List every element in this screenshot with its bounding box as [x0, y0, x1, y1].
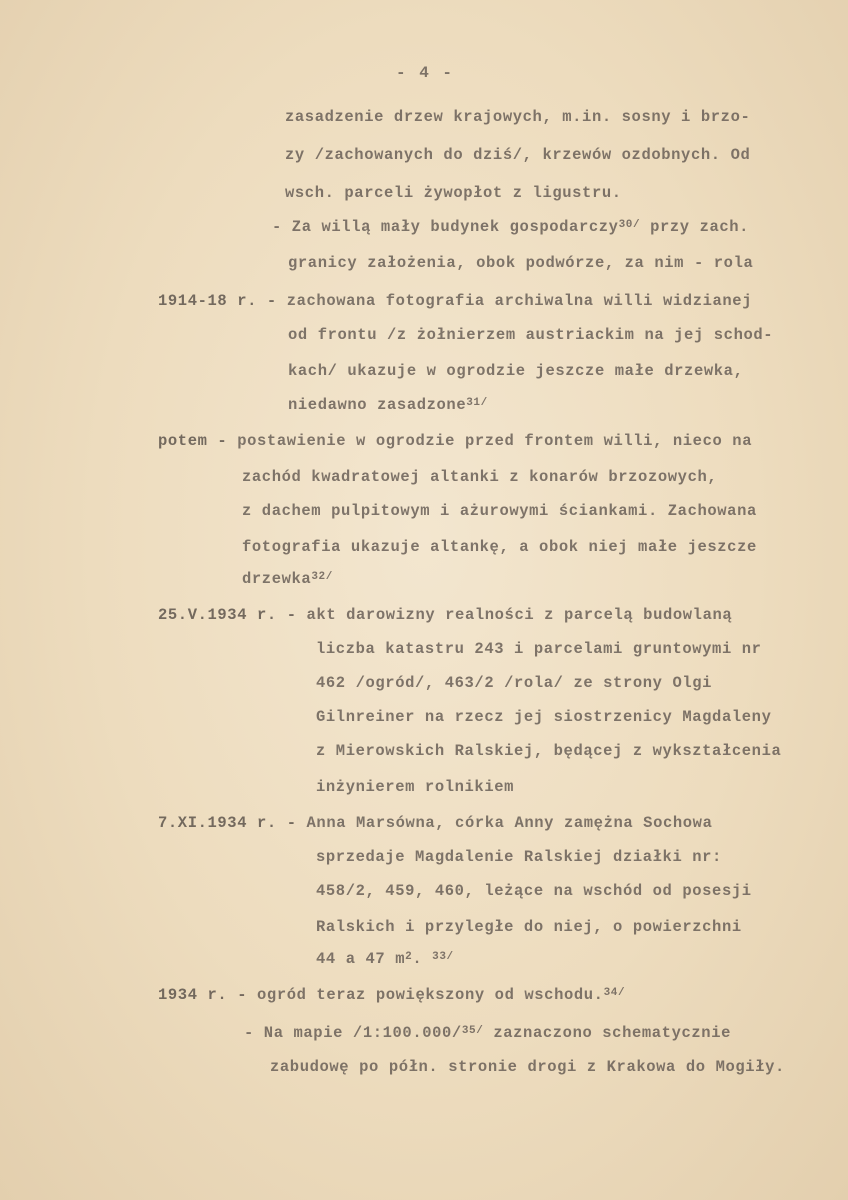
entry-date: 1914-18 r. - — [158, 292, 277, 310]
text-line: granicy założenia, obok podwórze, za nim - rola — [288, 254, 754, 272]
dated-entry-line: 25.V.1934 r. - akt darowizny realności z parcelą budowlaną — [158, 606, 733, 624]
entry-date: potem - — [158, 432, 228, 450]
text-line: od frontu /z żołnierzem austriackim na jej schod- — [288, 326, 774, 344]
footnote-ref: 35/ — [461, 1025, 484, 1037]
text-line: Gilnreiner na rzecz jej siostrzenicy Magdaleny — [316, 708, 772, 726]
footnote-ref: 32/ — [311, 571, 333, 583]
text-line: z dachem pulpitowym i ażurowymi ściankami. Zachowana — [242, 502, 757, 520]
text-line: 44 a 47 $m^2$. $^{33/}$ — [316, 950, 454, 968]
dated-entry-line: 7.XI.1934 r. - Anna Marsówna, córka Anny zamężna Sochowa — [158, 814, 713, 832]
text-line: 458/2, 459, 460, leżące na wschód od posesji — [316, 882, 752, 900]
text-line: sprzedaje Magdalenie Ralskiej działki nr: — [316, 848, 722, 866]
text-line: liczba katastru 243 i parcelami gruntowymi nr — [316, 640, 762, 658]
text-line: fotografia ukazuje altankę, a obok niej małe jeszcze — [242, 538, 757, 556]
text-line: zachód kwadratowej altanki z konarów brzozowych, — [242, 468, 718, 486]
superscript-exponent: 2 — [405, 951, 413, 963]
entry-date: 25.V.1934 r. - — [158, 606, 297, 624]
footnote-ref: 33/ — [432, 951, 454, 963]
entry-date: 1934 r. - — [158, 986, 248, 1004]
text-line: zabudowę po półn. stronie drogi z Krakowa do Mogiły. — [270, 1058, 785, 1076]
footnote-ref: 31/ — [466, 397, 488, 409]
text-line: zy /zachowanych do dziś/, krzewów ozdobnych. Od — [285, 146, 751, 164]
text-line: niedawno zasadzone$^{31/}$ — [288, 396, 488, 414]
footnote-ref: 34/ — [603, 987, 626, 999]
text-line: - Na mapie /1:100.000/$^{35/}$ zaznaczono schematycznie — [244, 1024, 731, 1042]
text-line: inżynierem rolnikiem — [316, 778, 515, 796]
text-line: 462 /ogród/, 463/2 /rola/ ze strony Olgi — [316, 674, 713, 692]
dated-entry-line: 1934 r. - ogród teraz powiększony od wschodu.$^{34/}$ — [158, 986, 626, 1004]
footnote-ref: 30/ — [618, 219, 641, 231]
text-line: kach/ ukazuje w ogrodzie jeszcze małe drzewka, — [288, 362, 744, 380]
text-line: z Mierowskich Ralskiej, będącej z wykształcenia — [316, 742, 782, 760]
entry-date: 7.XI.1934 r. - — [158, 814, 297, 832]
text-line: zasadzenie drzew krajowych, m.in. sosny i brzo- — [285, 108, 751, 126]
text-line: drzewka$^{32/}$ — [242, 570, 333, 588]
text-line: wsch. parceli żywopłot z ligustru. — [285, 184, 622, 202]
text-line: - Za willą mały budynek gospodarczy$^{30/}$ przy zach. — [272, 218, 750, 236]
page-number: - 4 - — [396, 64, 455, 82]
text-line: Ralskich i przyległe do niej, o powierzchni — [316, 918, 742, 936]
dated-entry-line: 1914-18 r. - zachowana fotografia archiwalna willi widzianej — [158, 292, 753, 310]
dated-entry-line: potem - postawienie w ogrodzie przed frontem willi, nieco na — [158, 432, 753, 450]
